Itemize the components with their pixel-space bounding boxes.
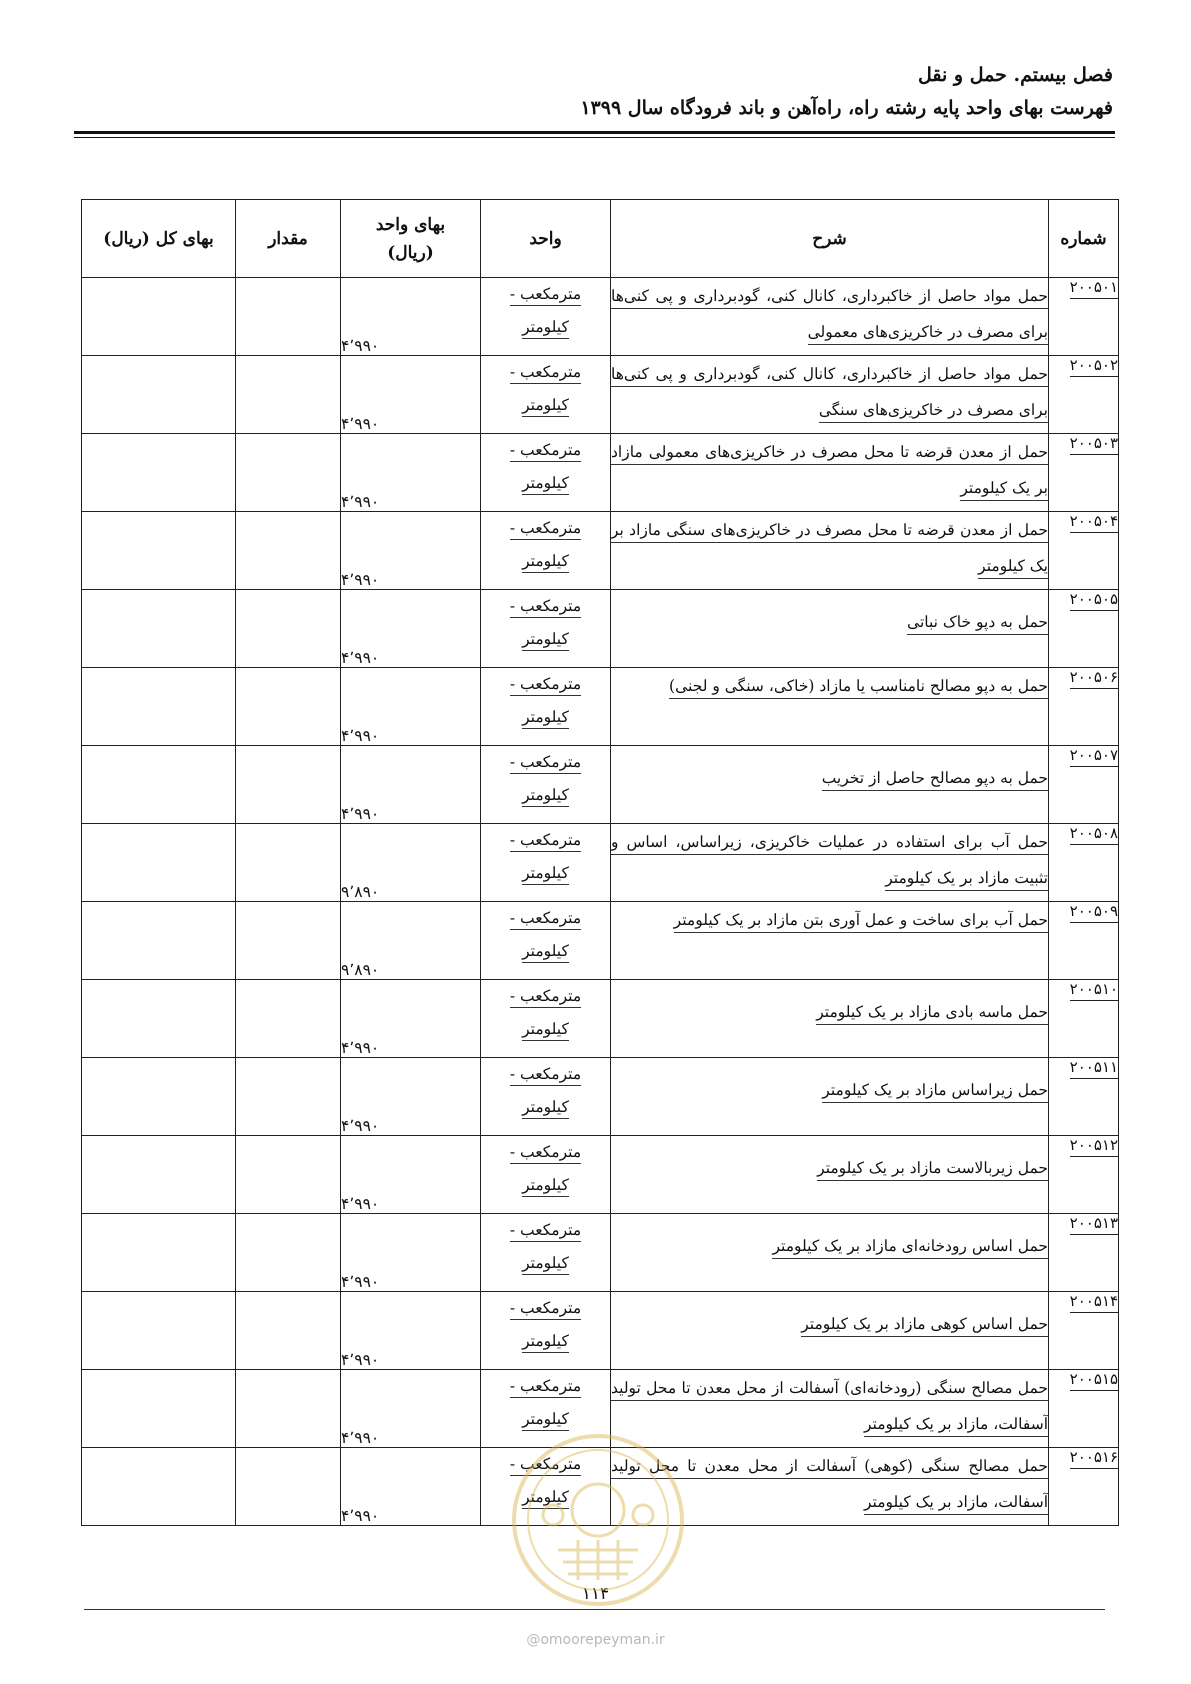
header-quantity: مقدار [236, 200, 341, 278]
row-description [611, 980, 1049, 1058]
row-unit-line2 [481, 1325, 610, 1358]
row-quantity [236, 824, 341, 902]
row-total-price [82, 1136, 236, 1214]
row-unit-line2 [481, 1013, 610, 1046]
row-total-price [82, 824, 236, 902]
row-code [1049, 824, 1119, 902]
table-row [82, 668, 1119, 746]
row-unit-line2-text: کیلومتر [522, 1176, 569, 1197]
row-quantity [236, 1448, 341, 1526]
row-unit-line2 [481, 935, 610, 968]
row-unit-line2 [481, 857, 610, 890]
table-row [82, 590, 1119, 668]
row-code [1049, 902, 1119, 980]
row-unit-price: ۴٬۹۹۰ [341, 590, 481, 668]
table-row [82, 278, 1119, 356]
row-unit-line1 [481, 590, 610, 623]
row-unit-line1-text: مترمکعب - [510, 363, 581, 384]
row-quantity [236, 434, 341, 512]
row-unit-line2-text: کیلومتر [522, 1098, 569, 1119]
row-code [1049, 434, 1119, 512]
row-description [611, 356, 1049, 434]
row-unit-line2-text: کیلومتر [522, 1020, 569, 1041]
row-unit-line1-text: مترمکعب - [510, 675, 581, 696]
row-description-wrap [817, 1136, 1048, 1200]
row-code [1049, 512, 1119, 590]
row-unit-line2-text: کیلومتر [522, 786, 569, 807]
row-unit-line2-text: کیلومتر [522, 1332, 569, 1353]
row-unit-line1-text: مترمکعب - [510, 909, 581, 930]
row-quantity [236, 590, 341, 668]
row-quantity [236, 1058, 341, 1136]
page-number: ۱۱۴ [581, 1584, 610, 1604]
row-unit-price: ۴٬۹۹۰ [341, 278, 481, 356]
row-unit-line1-text: مترمکعب - [510, 285, 581, 306]
row-unit-price: ۴٬۹۹۰ [341, 356, 481, 434]
row-code-text: ۲۰۰۵۱۶ [1070, 1448, 1118, 1469]
seal-watermark [508, 1430, 688, 1610]
page-header [75, 58, 1113, 124]
row-unit [481, 1136, 611, 1214]
row-description-text: حمل آب برای ساخت و عمل آوری بتن مازاد بر یک کیلومتر [674, 911, 1048, 933]
row-unit [481, 512, 611, 590]
row-code [1049, 278, 1119, 356]
row-unit-line1-text: مترمکعب - [510, 987, 581, 1008]
row-quantity [236, 278, 341, 356]
row-unit-price: ۴٬۹۹۰ [341, 980, 481, 1058]
row-unit-line1 [481, 1214, 610, 1247]
table-row [82, 980, 1119, 1058]
row-unit-line1 [481, 902, 610, 935]
website-watermark: @omoorepeyman.ir [526, 1632, 665, 1648]
row-description [611, 1058, 1049, 1136]
row-description-text: حمل زیراساس مازاد بر یک کیلومتر [822, 1081, 1048, 1103]
row-unit [481, 590, 611, 668]
row-code-text: ۲۰۰۵۰۳ [1070, 434, 1118, 455]
row-unit-line1-text: مترمکعب - [510, 597, 581, 618]
row-unit-price: ۴٬۹۹۰ [341, 668, 481, 746]
row-description-text: حمل زیربالاست مازاد بر یک کیلومتر [817, 1159, 1048, 1181]
row-unit-price: ۹٬۸۹۰ [341, 824, 481, 902]
row-description [611, 512, 1049, 590]
row-description-text: حمل مواد حاصل از خاکبرداری، کانال کنی، گودبرداری و پی کنی‌ها برای مصرف در خاکریزی‌های سنگی [611, 365, 1048, 423]
header-unit-price [341, 200, 481, 278]
row-unit-line1 [481, 278, 610, 311]
row-unit-line1-text: مترمکعب - [510, 831, 581, 852]
row-description-wrap [801, 1292, 1048, 1356]
row-unit [481, 1292, 611, 1370]
row-unit [481, 1058, 611, 1136]
row-unit [481, 356, 611, 434]
row-description-text: حمل مواد حاصل از خاکبرداری، کانال کنی، گودبرداری و پی کنی‌ها برای مصرف در خاکریزی‌های معمولی [611, 287, 1048, 345]
row-unit-line1 [481, 1058, 610, 1091]
row-description [611, 746, 1049, 824]
row-total-price [82, 434, 236, 512]
row-unit-line1 [481, 980, 610, 1013]
row-unit-line2 [481, 389, 610, 422]
header-description: شرح [611, 200, 1049, 278]
header-unit: واحد [481, 200, 611, 278]
row-code [1049, 1292, 1119, 1370]
row-code-text: ۲۰۰۵۱۰ [1070, 980, 1118, 1001]
row-unit-line2-text: کیلومتر [522, 396, 569, 417]
row-code [1049, 746, 1119, 824]
table-header-row [82, 200, 1119, 278]
row-unit-line2-text: کیلومتر [522, 942, 569, 963]
row-code-text: ۲۰۰۵۰۶ [1070, 668, 1118, 689]
table-row [82, 434, 1119, 512]
row-description-text: حمل اساس کوهی مازاد بر یک کیلومتر [801, 1315, 1048, 1337]
row-code-text: ۲۰۰۵۰۴ [1070, 512, 1118, 533]
row-unit-line2 [481, 545, 610, 578]
chapter-title: فصل بیستم. حمل و نقل [918, 64, 1113, 86]
row-description-text: حمل از معدن قرضه تا محل مصرف در خاکریزی‌های معمولی مازاد بر یک کیلومتر [611, 443, 1048, 501]
row-description-text: حمل ماسه بادی مازاد بر یک کیلومتر [816, 1003, 1048, 1025]
row-code [1049, 590, 1119, 668]
row-description [611, 434, 1049, 512]
row-unit-line1-text: مترمکعب - [510, 1143, 581, 1164]
row-unit-price: ۴٬۹۹۰ [341, 746, 481, 824]
row-unit-line1-text: مترمکعب - [510, 753, 581, 774]
row-quantity [236, 746, 341, 824]
row-unit-line2-text: کیلومتر [522, 708, 569, 729]
row-description [611, 1214, 1049, 1292]
row-description [611, 902, 1049, 980]
table-row [82, 1058, 1119, 1136]
row-code [1049, 668, 1119, 746]
row-description-text: حمل از معدن قرضه تا محل مصرف در خاکریزی‌های سنگی مازاد بر یک کیلومتر [611, 521, 1048, 579]
row-unit-price: ۴٬۹۹۰ [341, 1448, 481, 1526]
row-description [611, 824, 1049, 902]
row-total-price [82, 1448, 236, 1526]
row-unit-line2 [481, 311, 610, 344]
row-total-price [82, 1058, 236, 1136]
row-code [1049, 1058, 1119, 1136]
row-unit-line1 [481, 1370, 610, 1403]
row-unit-line2 [481, 1091, 610, 1124]
row-unit [481, 902, 611, 980]
row-description-text: حمل مصالح سنگی (رودخانه‌ای) آسفالت از محل معدن تا محل تولید آسفالت، مازاد بر یک کیلومتر [611, 1379, 1048, 1437]
row-total-price [82, 668, 236, 746]
row-code-text: ۲۰۰۵۱۴ [1070, 1292, 1118, 1313]
row-unit-line1-text: مترمکعب - [510, 1299, 581, 1320]
row-unit-line2 [481, 1247, 610, 1280]
row-code-text: ۲۰۰۵۱۵ [1070, 1370, 1118, 1391]
row-description-wrap [772, 1214, 1048, 1278]
row-unit-line1-text: مترمکعب - [510, 1455, 581, 1476]
row-description-text: حمل به دپو مصالح حاصل از تخریب [822, 769, 1048, 791]
row-code [1049, 356, 1119, 434]
row-unit [481, 1214, 611, 1292]
row-code [1049, 1214, 1119, 1292]
row-unit-line2-text: کیلومتر [522, 552, 569, 573]
row-unit-line2 [481, 1169, 610, 1202]
row-quantity [236, 1292, 341, 1370]
row-code-text: ۲۰۰۵۰۸ [1070, 824, 1118, 845]
row-unit-price: ۴٬۹۹۰ [341, 1058, 481, 1136]
row-total-price [82, 980, 236, 1058]
row-total-price [82, 746, 236, 824]
row-total-price [82, 1370, 236, 1448]
table-row [82, 902, 1119, 980]
row-unit [481, 746, 611, 824]
row-unit-line2-text: کیلومتر [522, 318, 569, 339]
row-description [611, 1136, 1049, 1214]
row-code [1049, 1448, 1119, 1526]
row-code-text: ۲۰۰۵۰۷ [1070, 746, 1118, 767]
row-unit-line1-text: مترمکعب - [510, 1377, 581, 1398]
row-unit-line2 [481, 701, 610, 734]
price-list-table [81, 199, 1119, 1526]
row-description-wrap [907, 590, 1048, 654]
header-code: شماره [1049, 200, 1119, 278]
header-unit-price-line1: بهای واحد [375, 214, 446, 235]
row-quantity [236, 356, 341, 434]
row-unit-line2 [481, 779, 610, 812]
row-unit-price: ۴٬۹۹۰ [341, 434, 481, 512]
document-subtitle: فهرست بهای واحد پایه رشته راه، راه‌آهن و باند فرودگاه سال ۱۳۹۹ [580, 97, 1113, 119]
row-description-wrap [816, 980, 1048, 1044]
row-unit-line1 [481, 356, 610, 389]
row-unit-line1 [481, 746, 610, 779]
row-unit-line1 [481, 1292, 610, 1325]
row-unit [481, 980, 611, 1058]
row-code-text: ۲۰۰۵۰۲ [1070, 356, 1118, 377]
row-unit [481, 278, 611, 356]
row-unit-line2-text: کیلومتر [522, 630, 569, 651]
table-row [82, 1292, 1119, 1370]
row-description [611, 278, 1049, 356]
row-quantity [236, 980, 341, 1058]
row-total-price [82, 356, 236, 434]
row-unit-line1 [481, 434, 610, 467]
row-description [611, 590, 1049, 668]
row-total-price [82, 512, 236, 590]
row-code [1049, 1370, 1119, 1448]
table-row [82, 512, 1119, 590]
row-unit-price: ۴٬۹۹۰ [341, 512, 481, 590]
row-unit-price: ۴٬۹۹۰ [341, 1370, 481, 1448]
row-total-price [82, 590, 236, 668]
row-unit-line1-text: مترمکعب - [510, 519, 581, 540]
row-description [611, 1292, 1049, 1370]
header-total-price: بهای کل (ریال) [82, 200, 236, 278]
row-unit-price: ۴٬۹۹۰ [341, 1136, 481, 1214]
row-total-price [82, 278, 236, 356]
row-code-text: ۲۰۰۵۱۱ [1070, 1058, 1118, 1079]
row-unit-line1-text: مترمکعب - [510, 1221, 581, 1242]
row-unit-line2 [481, 623, 610, 656]
row-description-text: حمل اساس رودخانه‌ای مازاد بر یک کیلومتر [772, 1237, 1048, 1259]
row-code-text: ۲۰۰۵۰۱ [1070, 278, 1118, 299]
row-quantity [236, 1136, 341, 1214]
table-row [82, 824, 1119, 902]
row-unit [481, 824, 611, 902]
row-description-text: حمل به دپو خاک نباتی [907, 613, 1048, 635]
row-unit-line2-text: کیلومتر [522, 864, 569, 885]
table-row [82, 1214, 1119, 1292]
table-row [82, 746, 1119, 824]
row-unit-line1 [481, 824, 610, 857]
table-row [82, 356, 1119, 434]
row-description-wrap [822, 746, 1048, 810]
row-quantity [236, 512, 341, 590]
table-body [82, 278, 1119, 1526]
row-unit-line2-text: کیلومتر [522, 1410, 569, 1431]
row-unit-line1 [481, 668, 610, 701]
row-total-price [82, 1292, 236, 1370]
header-rule-thin [74, 137, 1115, 138]
row-total-price [82, 902, 236, 980]
row-unit-line1-text: مترمکعب - [510, 441, 581, 462]
row-unit-line1 [481, 1136, 610, 1169]
row-unit-line1-text: مترمکعب - [510, 1065, 581, 1086]
table-row [82, 1136, 1119, 1214]
header-unit-price-line2: (ریال) [387, 242, 434, 263]
row-total-price [82, 1214, 236, 1292]
row-unit-price: ۴٬۹۹۰ [341, 1214, 481, 1292]
row-unit-line1 [481, 512, 610, 545]
row-unit-line2-text: کیلومتر [522, 1254, 569, 1275]
row-unit [481, 668, 611, 746]
row-code [1049, 1136, 1119, 1214]
row-quantity [236, 1370, 341, 1448]
row-description-wrap [822, 1058, 1048, 1122]
row-unit [481, 434, 611, 512]
row-unit-line2-text: کیلومتر [522, 1488, 569, 1509]
header-rule-thick [74, 131, 1115, 134]
row-description-text: حمل مصالح سنگی (کوهی) آسفالت از محل معدن تا محل تولید آسفالت، مازاد بر یک کیلومتر [611, 1457, 1048, 1515]
row-description-text: حمل به دپو مصالح نامناسب یا مازاد (خاکی، سنگی و لجنی) [669, 677, 1048, 699]
row-code-text: ۲۰۰۵۰۵ [1070, 590, 1118, 611]
row-code [1049, 980, 1119, 1058]
row-quantity [236, 1214, 341, 1292]
row-quantity [236, 902, 341, 980]
row-code-text: ۲۰۰۵۰۹ [1070, 902, 1118, 923]
row-quantity [236, 668, 341, 746]
row-code-text: ۲۰۰۵۱۲ [1070, 1136, 1118, 1157]
row-unit-line2 [481, 467, 610, 500]
row-description [611, 668, 1049, 746]
row-unit-line2-text: کیلومتر [522, 474, 569, 495]
row-code-text: ۲۰۰۵۱۳ [1070, 1214, 1118, 1235]
row-unit-price: ۹٬۸۹۰ [341, 902, 481, 980]
row-unit-price: ۴٬۹۹۰ [341, 1292, 481, 1370]
row-description-text: حمل آب برای استفاده در عملیات خاکریزی، زیراساس، اساس و تثبیت مازاد بر یک کیلومتر [611, 833, 1048, 891]
